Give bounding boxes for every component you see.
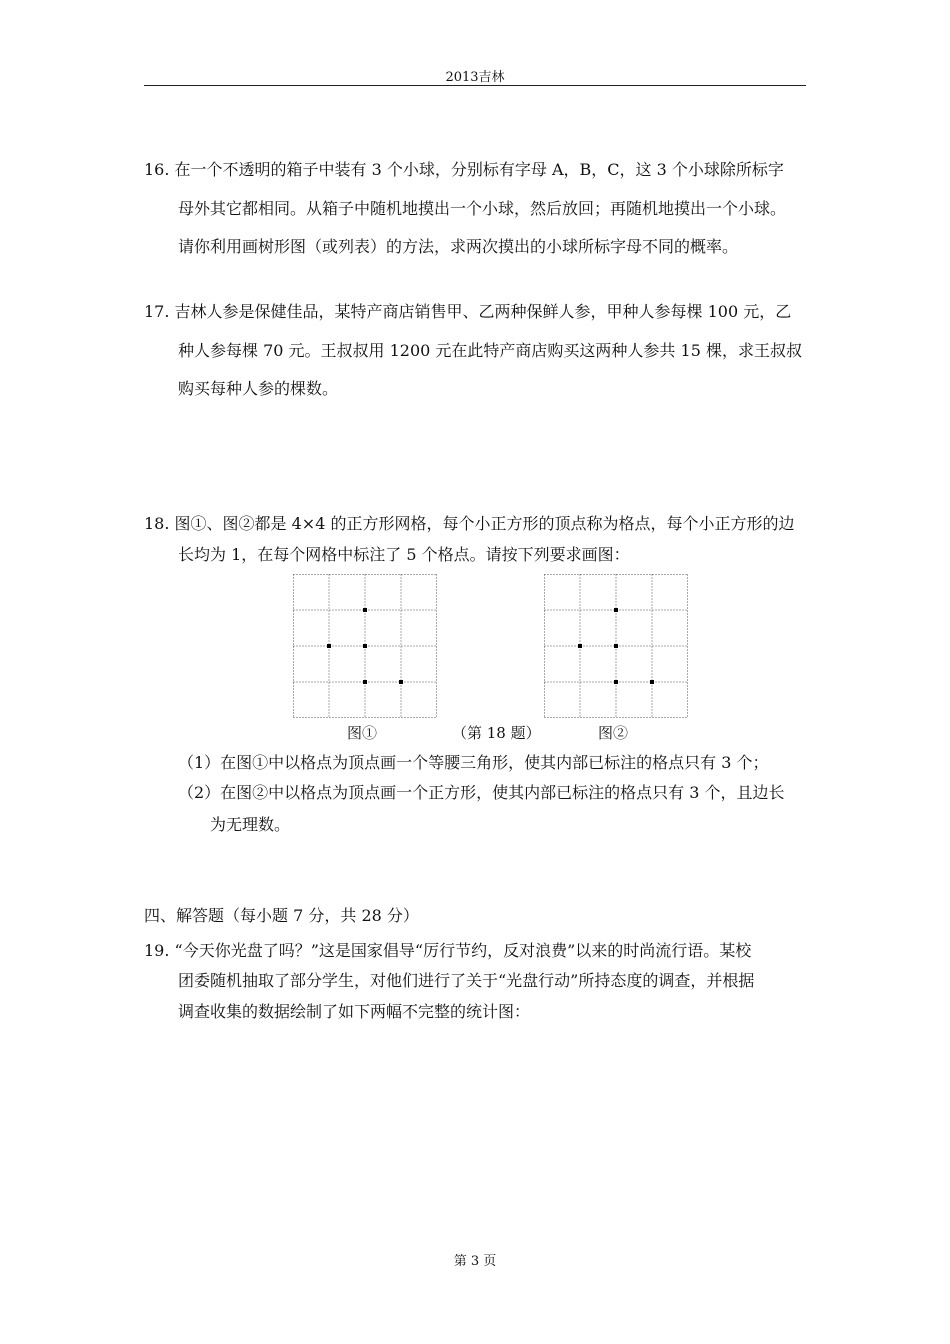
q17-line-3: 购买每种人参的棵数。 bbox=[178, 379, 339, 398]
grid-point bbox=[363, 644, 367, 648]
grid-figure-2 bbox=[544, 574, 688, 718]
header-rule bbox=[144, 85, 806, 86]
q18-part-2-line-1: （2）在图②中以格点为顶点画一个正方形，使其内部已标注的格点只有 3 个，且边长 bbox=[178, 783, 785, 802]
grid-point bbox=[614, 680, 618, 684]
grid-point bbox=[614, 644, 618, 648]
q18-part-1: （1）在图①中以格点为顶点画一个等腰三角形，使其内部已标注的格点只有 3 个； bbox=[178, 753, 769, 772]
q17-line-2: 种人参每棵 70 元。王叔叔用 1200 元在此特产商店购买这两种人参共 15 棵，求王叔叔 bbox=[178, 341, 802, 360]
q19-line-1: 19. “今天你光盘了吗？”这是国家倡导“厉行节约，反对浪费”以来的时尚流行语。某校 bbox=[144, 941, 752, 960]
page-header: 2013吉林 bbox=[445, 70, 505, 85]
grid-figure-1 bbox=[293, 574, 437, 718]
q18-line-1: 18. 图①、图②都是 4×4 的正方形网格，每个小正方形的顶点称为格点，每个小正方形的边 bbox=[144, 514, 795, 533]
grid-point bbox=[363, 608, 367, 612]
figure-2-label: 图② bbox=[598, 724, 629, 742]
grid-point bbox=[399, 680, 403, 684]
q19-line-3: 调查收集的数据绘制了如下两幅不完整的统计图： bbox=[178, 1002, 531, 1021]
q16-line-1: 16. 在一个不透明的箱子中装有 3 个小球，分别标有字母 A，B，C，这 3 个小球除所标字 bbox=[144, 160, 784, 179]
q17-line-1: 17. 吉林人参是保健佳品，某特产商店销售甲、乙两种保鲜人参，甲种人参每棵 100 元，乙 bbox=[144, 302, 792, 321]
grid-point bbox=[327, 644, 331, 648]
grid-point bbox=[578, 644, 582, 648]
page-number: 第 3 页 bbox=[453, 1254, 497, 1269]
figure-caption: （第 18 题） bbox=[452, 724, 541, 742]
grid-point bbox=[650, 680, 654, 684]
figure-1-label: 图① bbox=[347, 724, 378, 742]
q19-line-2: 团委随机抽取了部分学生，对他们进行了关于“光盘行动”所持态度的调查，并根据 bbox=[178, 971, 755, 990]
grid-point bbox=[363, 680, 367, 684]
section-4-heading: 四、解答题（每小题 7 分，共 28 分） bbox=[144, 906, 419, 925]
q18-part-2-line-2: 为无理数。 bbox=[210, 815, 291, 834]
q16-line-2: 母外其它都相同。从箱子中随机地摸出一个小球，然后放回；再随机地摸出一个小球。 bbox=[178, 199, 787, 218]
q18-line-2: 长均为 1，在每个网格中标注了 5 个格点。请按下列要求画图： bbox=[178, 545, 630, 564]
q16-line-3: 请你利用画树形图（或列表）的方法，求两次摸出的小球所标字母不同的概率。 bbox=[178, 237, 739, 256]
grid-point bbox=[614, 608, 618, 612]
